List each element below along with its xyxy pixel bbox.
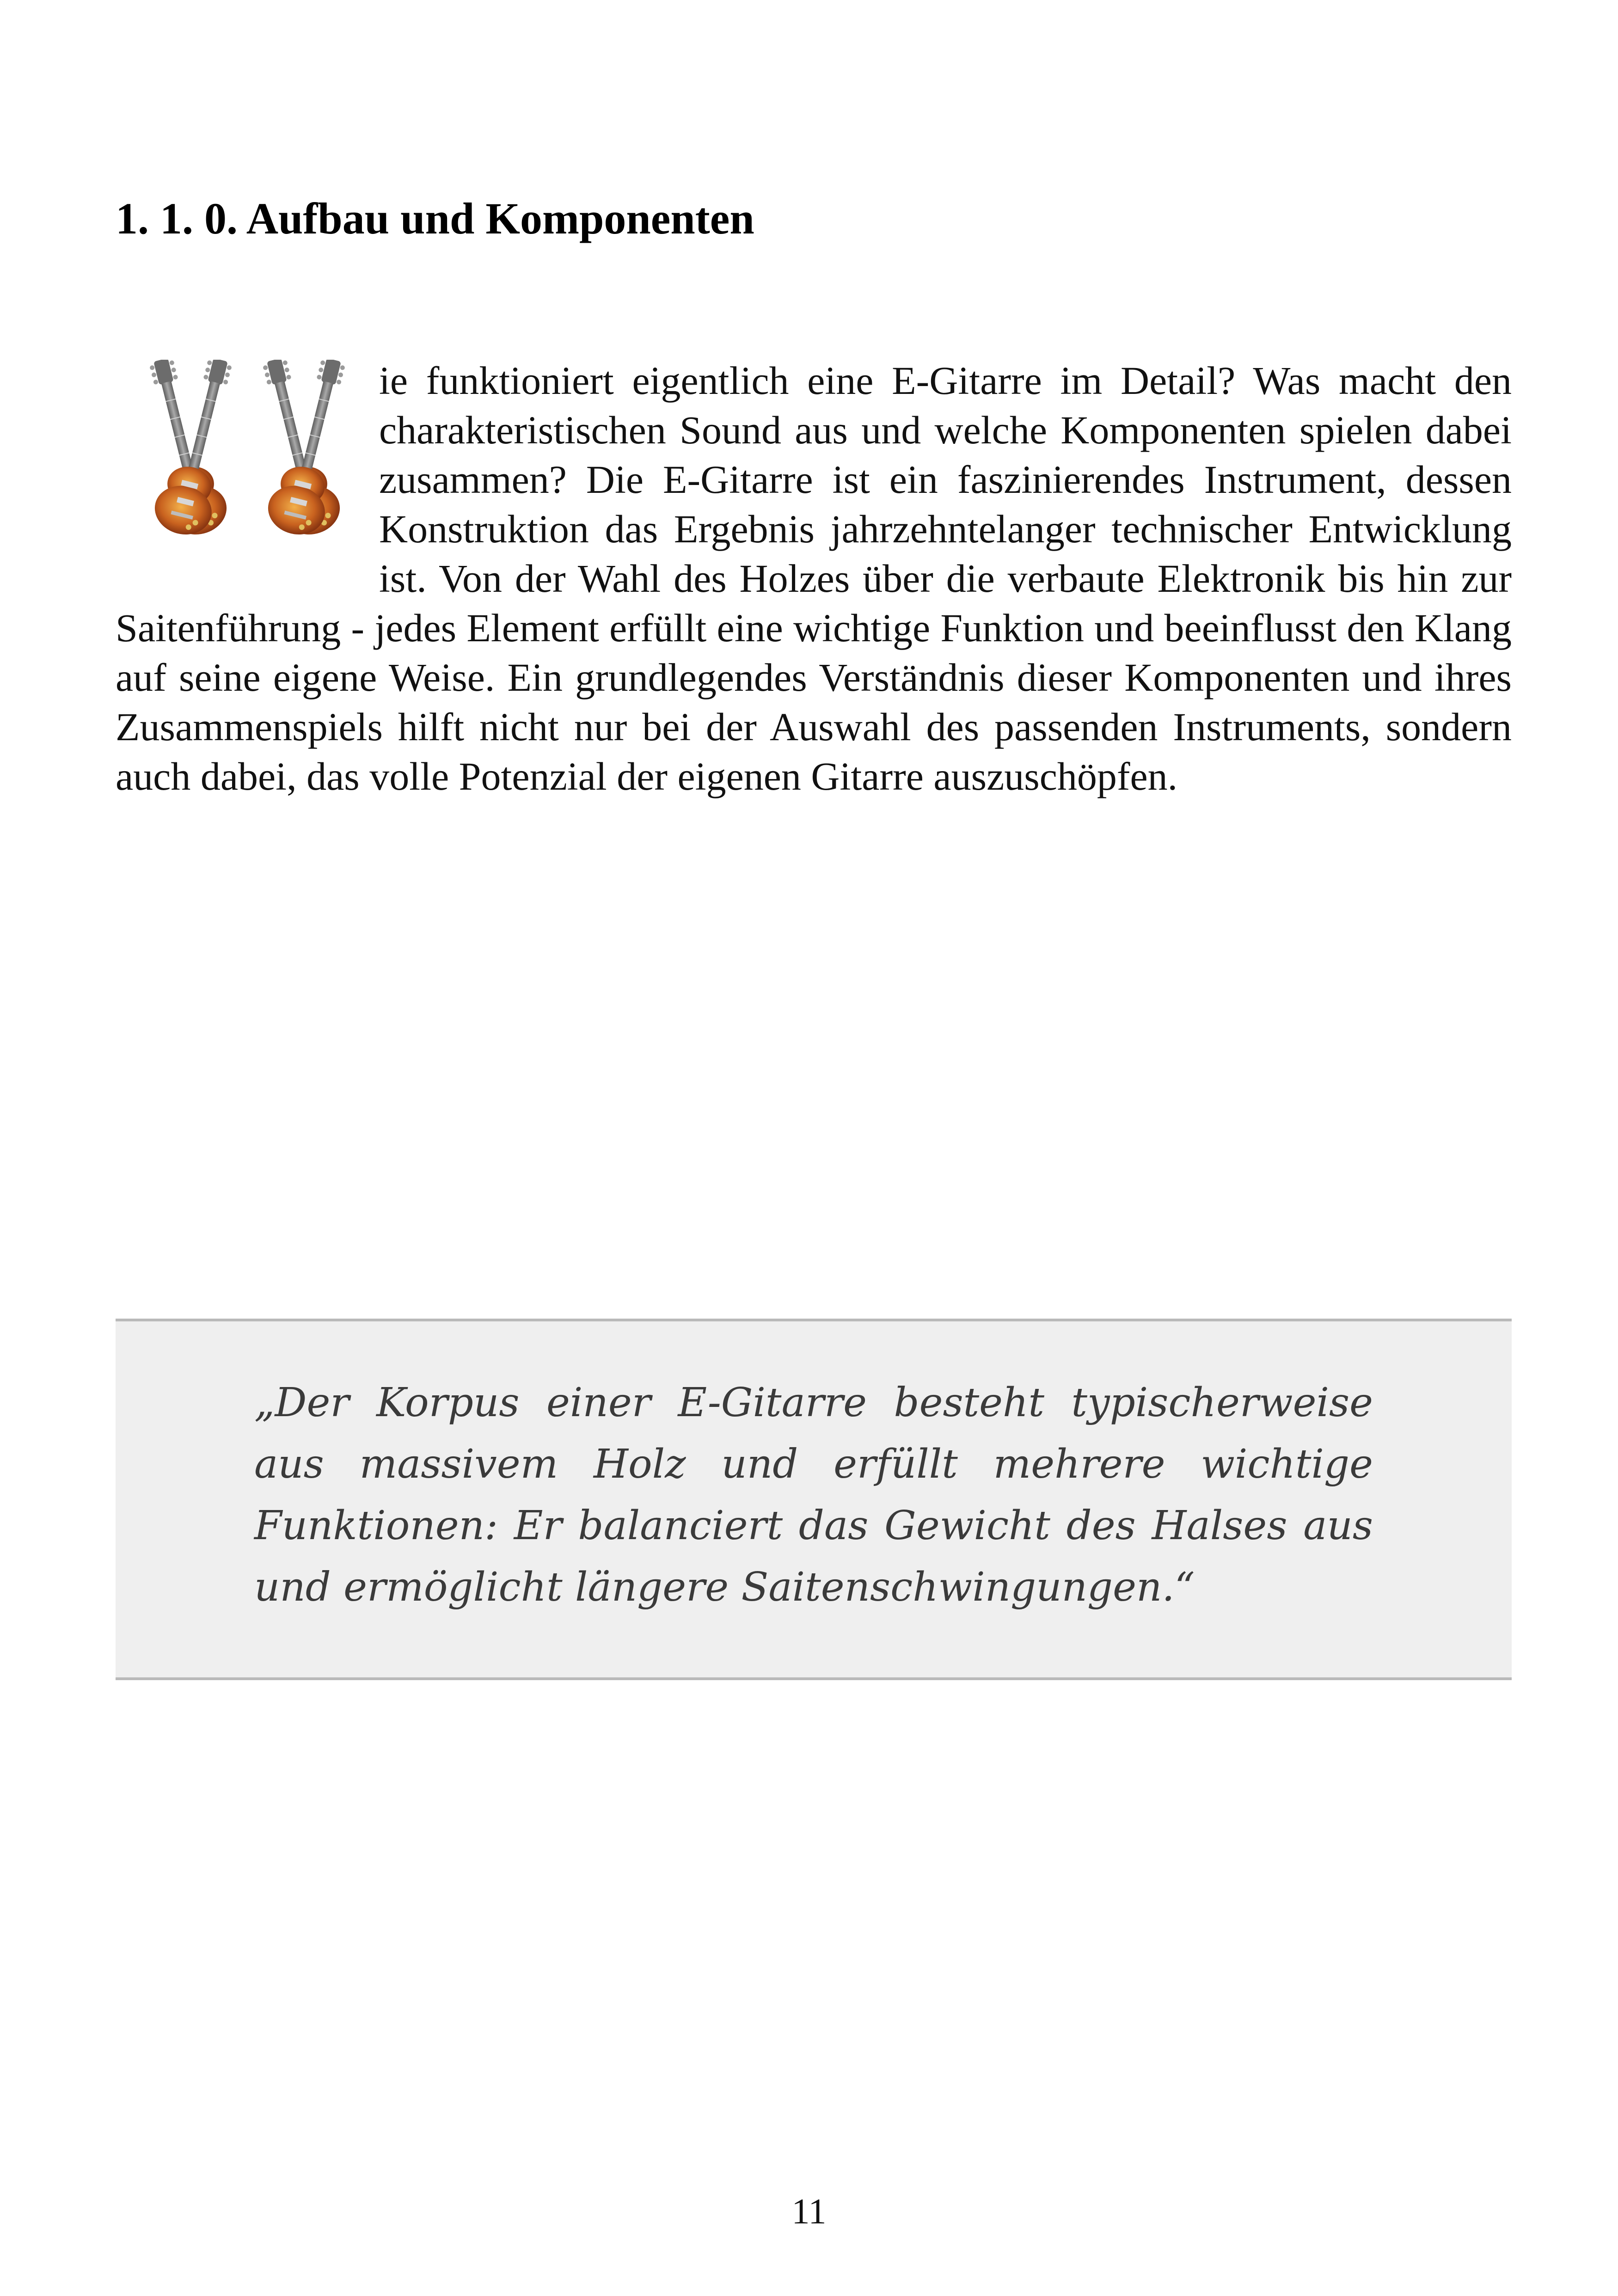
section-heading: 1. 1. 0. Aufbau und Komponenten — [116, 194, 754, 243]
intro-paragraph — [116, 356, 1512, 801]
guitar-w-icon — [116, 360, 365, 559]
quote-text: „Der Korpus einer E-Gitarre besteht typischerweise aus massivem Holz und erfüllt mehrere wichtige Funktionen: Er balanciert das Gewicht des Halses aus und ermöglicht längere Saitenschwingungen.“ — [254, 1380, 1373, 1610]
intro-paragraph-text: ie funktioniert eigentlich eine E-Gitarre im Detail? Was macht den charakteristischen Sound aus und welche Komponenten spielen dabei zusammen? Die E-Gitarre ist ein faszinierendes Instrument, dessen Konstruktion das Ergebnis jahrzehntelanger technischer Entwicklung ist. Von der Wahl des Holzes über die verbaute Elektronik bis hin zur Saitenführung - jedes Element erfüllt eine wichtige Funktion und beeinflusst den Klang auf seine eigene Weise. Ein grundlegendes Verständnis dieser Komponenten und ihres Zusammenspiels hilft nicht nur bei der Auswahl des passenden Instruments, sondern auch dabei, das volle Potenzial der eigenen Gitarre auszuschöpfen. — [116, 358, 1512, 798]
quote-box — [116, 1319, 1512, 1680]
page-number: 11 — [791, 2191, 827, 2231]
